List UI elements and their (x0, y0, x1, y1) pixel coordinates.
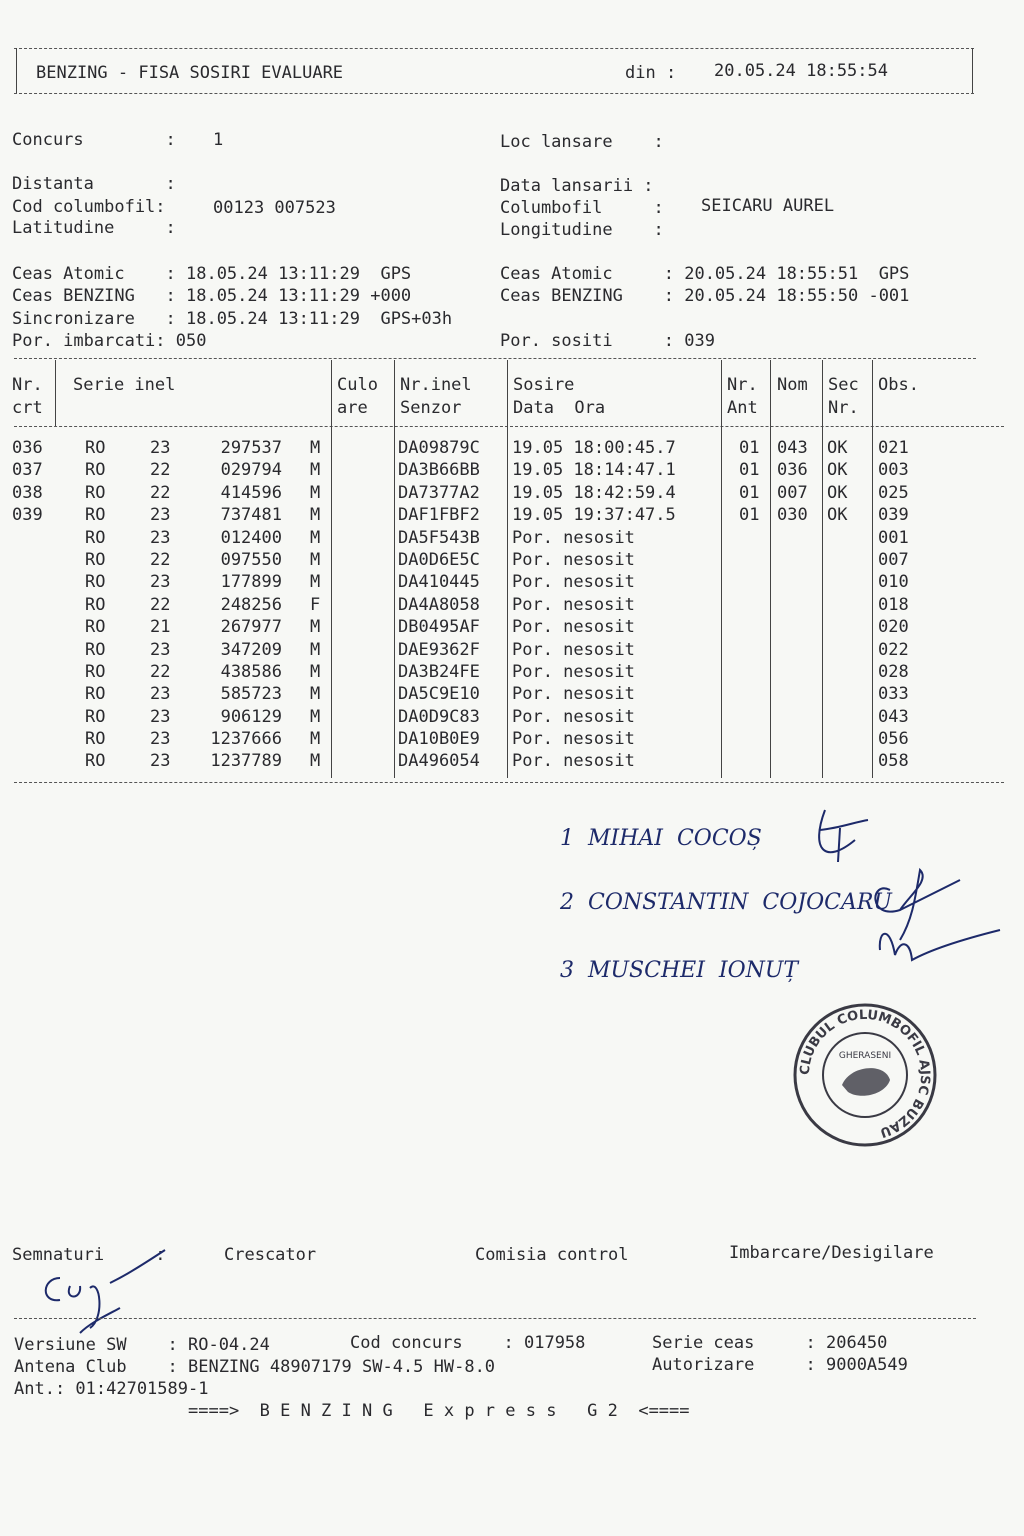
cell-nr: 038 (12, 482, 43, 503)
cell-nr: 036 (12, 438, 43, 458)
cell-sosire: Por. nesosit (512, 549, 635, 570)
cell-tara: RO (85, 438, 106, 458)
cell-sex: M (310, 661, 321, 682)
table-row (12, 527, 1012, 549)
cell-sec: OK (827, 482, 848, 503)
latitudine-label: Latitudine : (12, 218, 176, 238)
cell-obs: 033 (878, 684, 909, 705)
cell-an: 22 (150, 482, 171, 503)
cell-serie: 438586 (220, 661, 282, 682)
col-ant-header-2: Ant (727, 398, 758, 418)
cell-an: 23 (150, 751, 171, 772)
sincronizare: Sincronizare : 18.05.24 13:11:29 GPS+03h (12, 309, 453, 329)
col-sosire-header-2: Data Ora (513, 398, 606, 418)
col-culoare-header-2: are (337, 398, 368, 418)
table-bottom-border (14, 782, 1004, 783)
cell-nr: 037 (12, 460, 43, 481)
cell-nom: 007 (777, 482, 808, 503)
cell-sex: M (310, 706, 321, 727)
cell-sex: F (310, 594, 321, 615)
handwritten-signer-3: 3 MUSCHEI IONUȚ (560, 958, 799, 983)
table-row (12, 482, 1012, 504)
table-row (12, 750, 1012, 772)
arrivals-table (12, 437, 1012, 773)
serie-ceas: Serie ceas : 206450 (652, 1333, 888, 1353)
table-row (12, 639, 1012, 661)
cell-senzor: DA0D9C83 (398, 706, 480, 727)
cell-sex: M (310, 438, 321, 458)
cell-sex: M (310, 549, 321, 570)
table-row (12, 683, 1012, 705)
cell-obs: 056 (878, 729, 909, 750)
col-sec-header-2: Nr. (828, 398, 859, 418)
cell-serie: 097550 (220, 549, 282, 570)
ceas-benzing-start: Ceas BENZING : 18.05.24 13:11:29 +000 (12, 286, 412, 306)
cell-serie: 029794 (220, 460, 282, 481)
crescator-signature (20, 1248, 180, 1338)
col-nrinel-header: Nr.inel (400, 375, 472, 395)
cell-sec: OK (827, 438, 848, 458)
cell-an: 23 (150, 639, 171, 660)
cell-sosire: Por. nesosit (512, 706, 635, 727)
table-row (12, 459, 1012, 481)
cell-sosire: Por. nesosit (512, 729, 635, 750)
col-sosire-header: Sosire (513, 375, 575, 395)
cod-concurs: Cod concurs : 017958 (350, 1333, 586, 1353)
cell-tara: RO (85, 617, 106, 638)
cell-sec: OK (827, 505, 848, 526)
cell-an: 23 (150, 684, 171, 705)
cell-serie: 1237666 (210, 729, 282, 750)
cell-sosire: 19.05 19:37:47.5 (512, 505, 676, 526)
cell-sex: M (310, 751, 321, 772)
cell-obs: 018 (878, 594, 909, 615)
cell-obs: 021 (878, 438, 909, 458)
cell-obs: 003 (878, 460, 909, 481)
cell-an: 23 (150, 527, 171, 548)
cell-tara: RO (85, 482, 106, 503)
col-culoare-header: Culo (337, 375, 378, 395)
cell-ant: 01 (739, 460, 760, 481)
distanta-label: Distanta : (12, 174, 176, 194)
cell-tara: RO (85, 751, 106, 772)
cell-an: 23 (150, 572, 171, 593)
columbofil-label: Columbofil : (500, 198, 664, 218)
handwritten-signer-1: 1 MIHAI COCOȘ (560, 826, 762, 851)
cod-columbofil-label: Cod columbofil: (12, 197, 166, 217)
cell-tara: RO (85, 706, 106, 727)
cell-obs: 007 (878, 549, 909, 570)
cell-sosire: Por. nesosit (512, 751, 635, 772)
cell-ant: 01 (739, 505, 760, 526)
table-top-border (14, 358, 976, 359)
cell-nom: 036 (777, 460, 808, 481)
header-left-border (16, 48, 17, 94)
crescator-label: Crescator (224, 1245, 317, 1265)
autorizare: Autorizare : 9000A549 (652, 1355, 908, 1375)
table-row (12, 594, 1012, 616)
signature-scribbles (800, 790, 1020, 1000)
col-obs-header: Obs. (878, 375, 919, 395)
col-nr-header-2: crt (12, 398, 43, 418)
cell-tara: RO (85, 505, 106, 526)
cell-tara: RO (85, 572, 106, 593)
ceas-atomic-start: Ceas Atomic : 18.05.24 13:11:29 GPS (12, 264, 412, 284)
cell-serie: 585723 (220, 684, 282, 705)
header-right-border (972, 48, 973, 94)
cell-senzor: DA410445 (398, 572, 480, 593)
cell-sosire: Por. nesosit (512, 572, 635, 593)
cell-senzor: DA3B66BB (398, 460, 480, 481)
versiune-sw: Versiune SW : RO-04.24 (14, 1335, 270, 1355)
concurs-label: Concurs : (12, 130, 176, 150)
cell-sex: M (310, 684, 321, 705)
cell-an: 22 (150, 594, 171, 615)
col-nrinel-header-2: Senzor (400, 398, 462, 418)
cell-sosire: Por. nesosit (512, 617, 635, 638)
cell-sosire: Por. nesosit (512, 639, 635, 660)
cell-an: 23 (150, 729, 171, 750)
header-bottom-border (14, 93, 974, 94)
loc-lansare-label: Loc lansare : (500, 132, 664, 152)
handwritten-signer-2: 2 CONSTANTIN COJOCARU (560, 890, 892, 915)
cell-an: 22 (150, 549, 171, 570)
col-nr-header: Nr. (12, 375, 43, 395)
report-title: BENZING - FISA SOSIRI EVALUARE (36, 63, 344, 83)
cell-sec: OK (827, 460, 848, 481)
cell-serie: 906129 (220, 706, 282, 727)
cell-an: 21 (150, 617, 171, 638)
cell-nom: 043 (777, 438, 808, 458)
cell-sex: M (310, 572, 321, 593)
benzing-brand-line: ====> B E N Z I N G E x p r e s s G 2 <==== (188, 1401, 690, 1421)
concurs-value: 1 (213, 130, 224, 150)
cell-sosire: 19.05 18:00:45.7 (512, 438, 676, 458)
cell-sosire: Por. nesosit (512, 594, 635, 615)
col-ant-header: Nr. (727, 375, 758, 395)
cell-nr: 039 (12, 505, 43, 526)
header-top-border (14, 48, 974, 49)
cell-serie: 248256 (220, 594, 282, 615)
imbarcare-label: Imbarcare/Desigilare (729, 1243, 934, 1263)
cell-senzor: DAF1FBF2 (398, 505, 480, 526)
columbofil-value: SEICARU AUREL (701, 196, 835, 216)
col-sec-header: Sec (828, 375, 859, 395)
stamp-ring-text: CLUBUL COLUMBOFIL AJSC BUZAU (797, 1007, 933, 1140)
cell-senzor: DAE9362F (398, 639, 480, 660)
table-header-divider (14, 426, 1004, 427)
cell-sex: M (310, 617, 321, 638)
cell-senzor: DA496054 (398, 751, 480, 772)
cell-an: 22 (150, 661, 171, 682)
table-row (12, 504, 1012, 526)
cell-senzor: DA5F543B (398, 527, 480, 548)
cell-tara: RO (85, 527, 106, 548)
cell-senzor: DA5C9E10 (398, 684, 480, 705)
cell-senzor: DA3B24FE (398, 661, 480, 682)
cell-sex: M (310, 527, 321, 548)
cell-tara: RO (85, 661, 106, 682)
cell-obs: 058 (878, 751, 909, 772)
cell-serie: 297537 (220, 438, 282, 458)
por-imbarcati: Por. imbarcati: 050 (12, 331, 207, 351)
cell-obs: 022 (878, 639, 909, 660)
cell-nom: 030 (777, 505, 808, 526)
cell-sex: M (310, 460, 321, 481)
col-sep (55, 360, 56, 426)
cell-senzor: DA10B0E9 (398, 729, 480, 750)
data-lansarii-label: Data lansarii : (500, 176, 654, 196)
cell-obs: 020 (878, 617, 909, 638)
por-sositi: Por. sositi : 039 (500, 331, 715, 351)
cell-sex: M (310, 729, 321, 750)
ceas-atomic-end: Ceas Atomic : 20.05.24 18:55:51 GPS (500, 264, 910, 284)
cell-tara: RO (85, 594, 106, 615)
ant-id: Ant.: 01:42701589-1 (14, 1379, 209, 1399)
report-datetime: 20.05.24 18:55:54 (714, 61, 888, 81)
din-label: din : (625, 63, 677, 83)
table-row (12, 728, 1012, 750)
cell-obs: 043 (878, 706, 909, 727)
cell-tara: RO (85, 684, 106, 705)
cell-serie: 347209 (220, 639, 282, 660)
table-row (12, 661, 1012, 683)
stamp-inner-text: GHERASENI (838, 1051, 892, 1061)
col-nom-header: Nom (777, 375, 808, 395)
cell-sex: M (310, 482, 321, 503)
table-row (12, 571, 1012, 593)
cell-sosire: 19.05 18:42:59.4 (512, 482, 676, 503)
semnaturi-label: Semnaturi : (12, 1245, 166, 1265)
cell-an: 23 (150, 438, 171, 458)
cell-sex: M (310, 639, 321, 660)
cell-obs: 010 (878, 572, 909, 593)
cell-tara: RO (85, 639, 106, 660)
cell-obs: 039 (878, 505, 909, 526)
cell-an: 22 (150, 460, 171, 481)
cell-serie: 267977 (220, 617, 282, 638)
table-row (12, 437, 1012, 459)
cell-tara: RO (85, 460, 106, 481)
cod-columbofil-value: 00123 007523 (213, 198, 336, 218)
cell-ant: 01 (739, 438, 760, 458)
cell-an: 23 (150, 706, 171, 727)
cell-tara: RO (85, 729, 106, 750)
cell-tara: RO (85, 549, 106, 570)
cell-an: 23 (150, 505, 171, 526)
cell-obs: 001 (878, 527, 909, 548)
cell-serie: 414596 (220, 482, 282, 503)
cell-sosire: Por. nesosit (512, 661, 635, 682)
longitudine-label: Longitudine : (500, 220, 664, 240)
cell-ant: 01 (739, 482, 760, 503)
table-row (12, 616, 1012, 638)
ceas-benzing-end: Ceas BENZING : 20.05.24 18:55:50 -001 (500, 286, 910, 306)
cell-senzor: DB0495AF (398, 617, 480, 638)
cell-obs: 025 (878, 482, 909, 503)
cell-serie: 1237789 (210, 751, 282, 772)
antena-club: Antena Club : BENZING 48907179 SW-4.5 HW-8.0 (14, 1357, 496, 1377)
table-row (12, 549, 1012, 571)
cell-sosire: Por. nesosit (512, 684, 635, 705)
footer-divider (14, 1318, 976, 1319)
club-stamp (790, 1000, 940, 1150)
cell-serie: 737481 (220, 505, 282, 526)
cell-serie: 012400 (220, 527, 282, 548)
cell-senzor: DA0D6E5C (398, 549, 480, 570)
cell-senzor: DA7377A2 (398, 482, 480, 503)
cell-senzor: DA09879C (398, 438, 480, 458)
cell-senzor: DA4A8058 (398, 594, 480, 615)
cell-serie: 177899 (220, 572, 282, 593)
cell-sex: M (310, 505, 321, 526)
table-row (12, 706, 1012, 728)
cell-sosire: Por. nesosit (512, 527, 635, 548)
cell-sosire: 19.05 18:14:47.1 (512, 460, 676, 481)
comisia-label: Comisia control (475, 1245, 629, 1265)
col-serie-header: Serie inel (73, 375, 176, 395)
cell-obs: 028 (878, 661, 909, 682)
